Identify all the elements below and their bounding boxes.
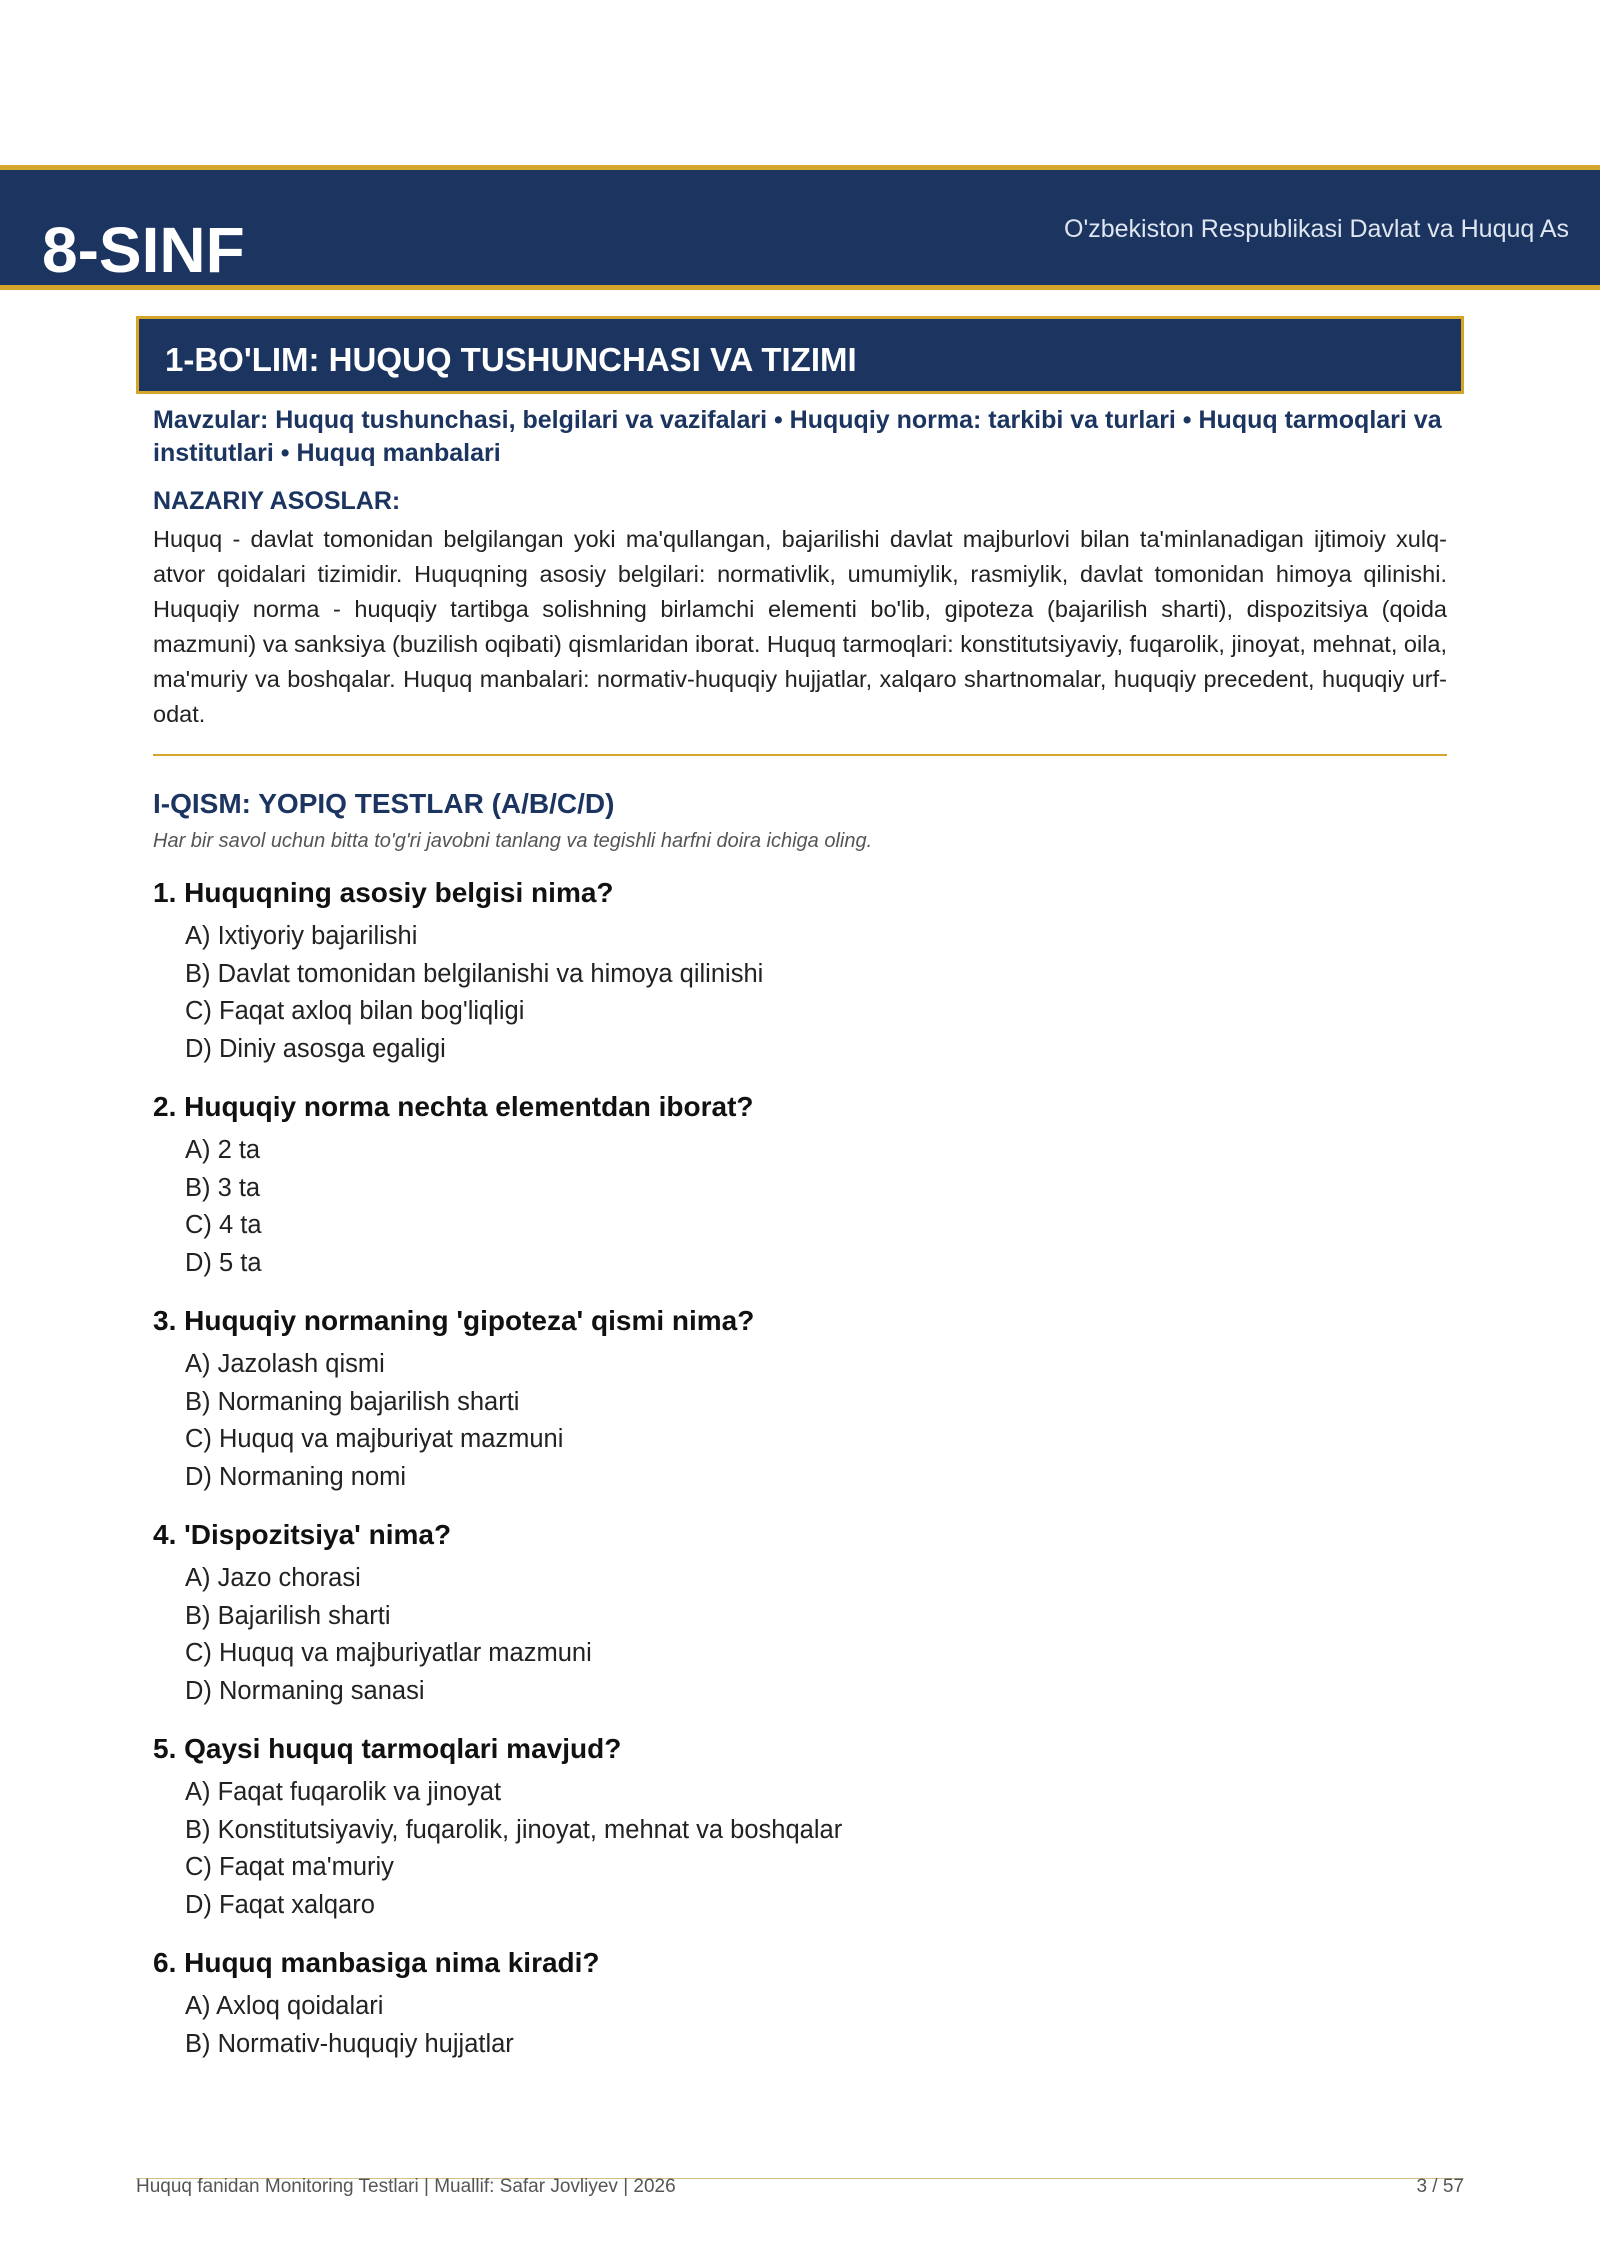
answer-option: C) 4 ta — [185, 1211, 262, 1239]
question-text: 4. 'Dispozitsiya' nima? — [153, 1519, 452, 1550]
answer-option: A) Jazo chorasi — [185, 1564, 361, 1592]
footer-text: Huquq fanidan Monitoring Testlari | Muallif: Safar Jovliyev | 2026 — [136, 2176, 676, 2197]
header-banner — [0, 165, 1600, 290]
answer-option: C) Faqat ma'muriy — [185, 1853, 394, 1881]
answer-option: C) Huquq va majburiyatlar mazmuni — [185, 1639, 592, 1667]
page-number: 3 / 57 — [1416, 2176, 1464, 2197]
question-text: 6. Huquq manbasiga nima kiradi? — [153, 1947, 600, 1978]
theory-heading: NAZARIY ASOSLAR: — [153, 487, 401, 515]
part-instruction: Har bir savol uchun bitta to'g'ri javobni tanlang va tegishli harfni doira ichiga oling. — [153, 830, 873, 852]
question-5 — [153, 1730, 1447, 1924]
question-4 — [153, 1516, 1447, 1710]
topics-line: Mavzular: Huquq tushunchasi, belgilari va vazifalari • Huquqiy norma: tarkibi va turlari • Huquq tarmoqlari va institutlari • Huquq manbalari — [153, 406, 1442, 467]
question-text: 2. Huquqiy norma nechta elementdan iborat? — [153, 1091, 754, 1122]
answer-option: B) Normativ-huquqiy hujjatlar — [185, 2029, 514, 2058]
answer-option: B) Davlat tomonidan belgilanishi va himoya qilinishi — [185, 959, 764, 988]
header-subtitle: O'zbekiston Respublikasi Davlat va Huquq As — [1064, 215, 1570, 243]
answer-option: B) Normaning bajarilish sharti — [185, 1387, 520, 1416]
question-2 — [153, 1088, 1447, 1282]
answer-option: D) Normaning sanasi — [185, 1676, 425, 1705]
question-text: 5. Qaysi huquq tarmoqlari mavjud? — [153, 1733, 622, 1764]
question-text: 3. Huquqiy normaning 'gipoteza' qismi nima? — [153, 1305, 755, 1336]
section-divider — [153, 754, 1447, 756]
section-header — [136, 316, 1464, 394]
answer-option: C) Faqat axloq bilan bog'liqligi — [185, 997, 525, 1025]
answer-option: D) Faqat xalqaro — [185, 1890, 375, 1919]
answer-option: D) Diniy asosga egaligi — [185, 1034, 446, 1063]
answer-option: B) Konstitutsiyaviy, fuqarolik, jinoyat, mehnat va boshqalar — [185, 1815, 843, 1844]
question-1 — [153, 874, 1447, 1068]
question-6 — [153, 1944, 1447, 2063]
section-title: 1-BO'LIM: HUQUQ TUSHUNCHASI VA TIZIMI — [165, 341, 857, 378]
page-content — [153, 404, 1447, 2083]
answer-option: D) Normaning nomi — [185, 1462, 407, 1491]
question-3 — [153, 1302, 1447, 1496]
answer-option: B) 3 ta — [185, 1173, 261, 1202]
answer-option: A) Axloq qoidalari — [185, 1992, 384, 2020]
part-title: I-QISM: YOPIQ TESTLAR (A/B/C/D) — [153, 788, 615, 819]
answer-option: C) Huquq va majburiyat mazmuni — [185, 1425, 564, 1453]
theory-text: Huquq - davlat tomonidan belgilangan yoki ma'qullangan, bajarilishi davlat majburlovi bilan ta'minlanadigan ijtimoiy xulq-atvor qoidalari tizimidir. Huquqning asosiy belgilari: normativlik, umumiylik, rasmiylik, davlat tomonidan himoya qilinishi. Huquqiy norma - huquqiy tartibga solishning birlamchi elementi bo'lib, gipoteza (bajarilish sharti), dispozitsiya (qoida mazmuni) va sanksiya (buzilish oqibati) qismlaridan iborat. Huquq tarmoqlari: konstitutsiyaviy, fuqarolik, jinoyat, mehnat, oila, ma'muriy va boshqalar. Huquq manbalari: normativ-huquqiy hujjatlar, xalqaro shartnomalar, huquqiy precedent, huquqiy urf-odat. — [153, 526, 1447, 727]
answer-option: B) Bajarilish sharti — [185, 1601, 391, 1630]
question-text: 1. Huquqning asosiy belgisi nima? — [153, 877, 614, 908]
answer-option: A) Ixtiyoriy bajarilishi — [185, 922, 418, 950]
answer-option: A) Jazolash qismi — [185, 1350, 385, 1378]
grade-title: 8-SINF — [42, 214, 245, 286]
answer-option: D) 5 ta — [185, 1248, 262, 1277]
answer-option: A) 2 ta — [185, 1136, 261, 1164]
answer-option: A) Faqat fuqarolik va jinoyat — [185, 1778, 502, 1806]
